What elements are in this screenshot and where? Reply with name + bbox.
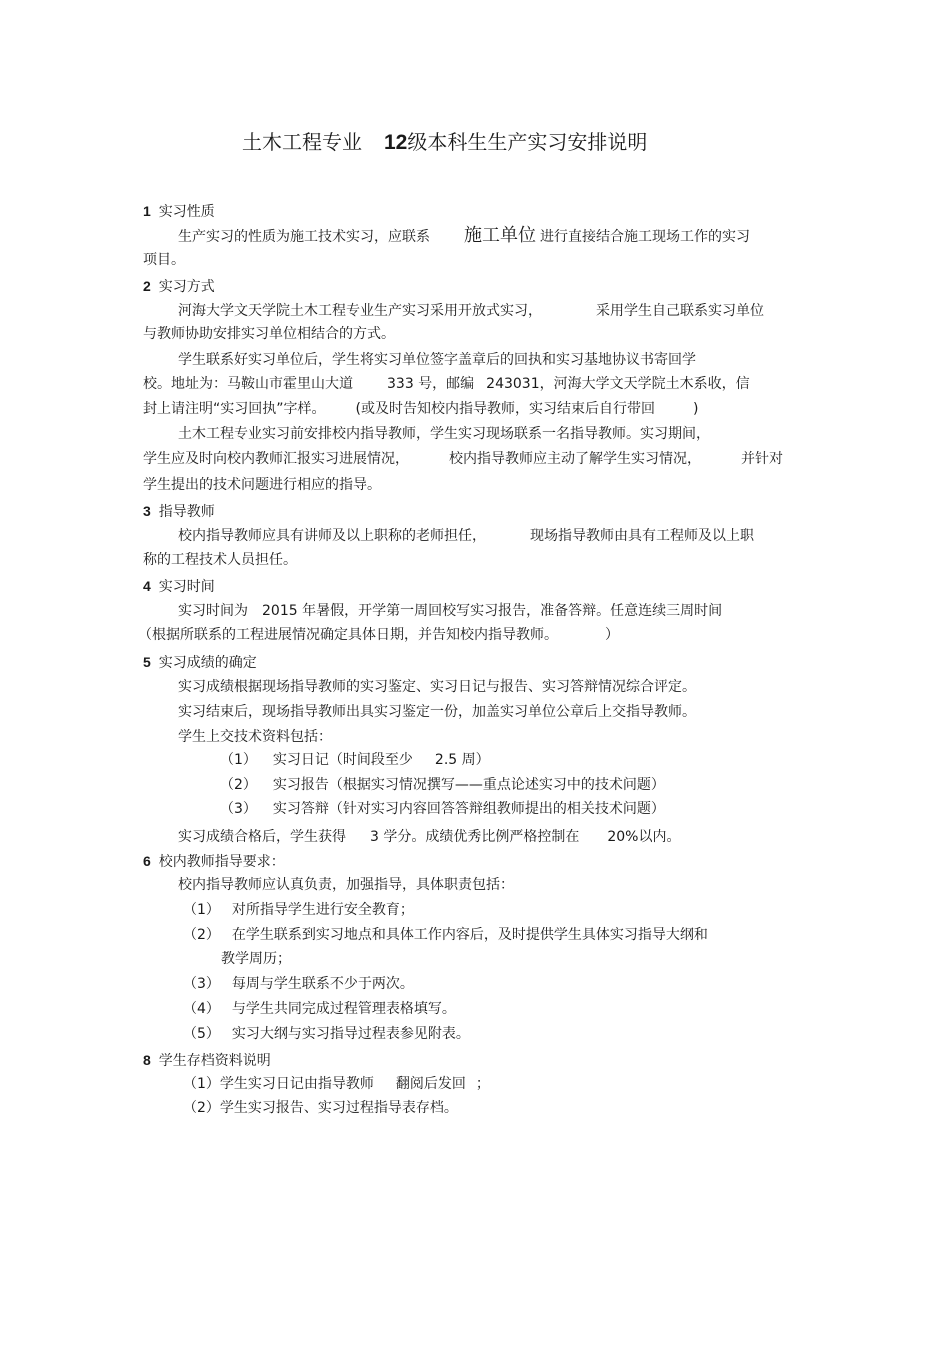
list-item: （1） 实习日记（时间段至少 2.5 周） — [220, 752, 490, 768]
section-2-line-5: 封上请注明“实习回执”字样。 (或及时告知校内指导教师，实习结束后自行带回 ) — [143, 401, 699, 417]
highlight-construction-unit: 施工单位 — [464, 225, 536, 246]
list-item: （4） 与学生共同完成过程管理表格填写。 — [183, 1001, 456, 1017]
section-2-line-7: 学生应及时向校内教师汇报实习进展情况， 校内指导教师应主动了解学生实习情况， 并针对 — [143, 451, 783, 467]
section-3-heading: 3 指导教师 — [143, 503, 215, 520]
section-8-line-2: （2）学生实习报告、实习过程指导表存档。 — [183, 1100, 458, 1116]
page-title — [242, 129, 647, 156]
list-item: （3） 每周与学生联系不少于两次。 — [183, 976, 414, 992]
section-2-heading: 2 实习方式 — [143, 278, 215, 295]
section-4-line-2: （根据所联系的工程进展情况确定具体日期，并告知校内指导教师。 ） — [138, 627, 619, 643]
section-5-line-4: 实习成绩合格后，学生获得 3 学分。成绩优秀比例严格控制在 20%以内。 — [178, 829, 681, 845]
section-2-line-1: 河海大学文天学院土木工程专业生产实习采用开放式实习， 采用学生自己联系实习单位 — [178, 303, 764, 319]
title-part1: 土木工程专业 — [242, 130, 362, 154]
section-3-line-1: 校内指导教师应具有讲师及以上职称的老师担任， 现场指导教师由具有工程师及以上职 — [178, 528, 754, 544]
list-item-continuation: 教学周历； — [221, 951, 291, 967]
section-1-line-1: 生产实习的性质为施工技术实习，应联系 施工单位 进行直接结合施工现场工作的实习 — [178, 225, 750, 246]
section-2-line-3: 学生联系好实习单位后，学生将实习单位签字盖章后的回执和实习基地协议书寄回学 — [178, 352, 696, 368]
list-item: （2） 实习报告（根据实习情况撰写——重点论述实习中的技术问题） — [220, 777, 665, 793]
section-5-heading: 5 实习成绩的确定 — [143, 654, 257, 671]
section-1-heading: 1 实习性质 — [143, 203, 215, 220]
section-5-line-3: 学生上交技术资料包括： — [178, 729, 332, 745]
section-6-intro: 校内指导教师应认真负责，加强指导，具体职责包括： — [178, 877, 514, 893]
list-item: （2） 在学生联系到实习地点和具体工作内容后，及时提供学生具体实习指导大纲和 — [183, 927, 708, 943]
section-4-line-1: 实习时间为 2015 年暑假，开学第一周回校写实习报告，准备答辩。任意连续三周时间 — [178, 603, 723, 619]
section-6-heading: 6 校内教师指导要求： — [143, 853, 285, 870]
list-item: （5） 实习大纲与实习指导过程表参见附表。 — [183, 1026, 470, 1042]
section-3-line-2: 称的工程技术人员担任。 — [143, 552, 297, 568]
section-8-heading: 8 学生存档资料说明 — [143, 1052, 271, 1069]
section-2-line-2: 与教师协助安排实习单位相结合的方式。 — [143, 326, 395, 342]
section-8-line-1: （1）学生实习日记由指导教师 翻阅后发回 ； — [183, 1076, 490, 1092]
section-4-heading: 4 实习时间 — [143, 578, 215, 595]
section-5-line-1: 实习成绩根据现场指导教师的实习鉴定、实习日记与报告、实习答辩情况综合评定。 — [178, 679, 696, 695]
section-2-line-4: 校。地址为：马鞍山市霍里山大道 333 号，邮编 243031，河海大学文天学院土木系收，信 — [143, 376, 750, 392]
title-number: 12 — [384, 131, 408, 154]
list-item: （1） 对所指导学生进行安全教育； — [183, 902, 414, 918]
section-2-line-8: 学生提出的技术问题进行相应的指导。 — [143, 477, 381, 493]
section-2-line-6: 土木工程专业实习前安排校内指导教师，学生实习现场联系一名指导教师。实习期间， — [178, 426, 710, 442]
list-item: （3） 实习答辩（针对实习内容回答答辩组教师提出的相关技术问题） — [220, 801, 665, 817]
section-5-line-2: 实习结束后，现场指导教师出具实习鉴定一份，加盖实习单位公章后上交指导教师。 — [178, 704, 696, 720]
section-1-line-2: 项目。 — [143, 252, 185, 268]
title-part2: 级本科生生产实习安排说明 — [407, 130, 648, 154]
